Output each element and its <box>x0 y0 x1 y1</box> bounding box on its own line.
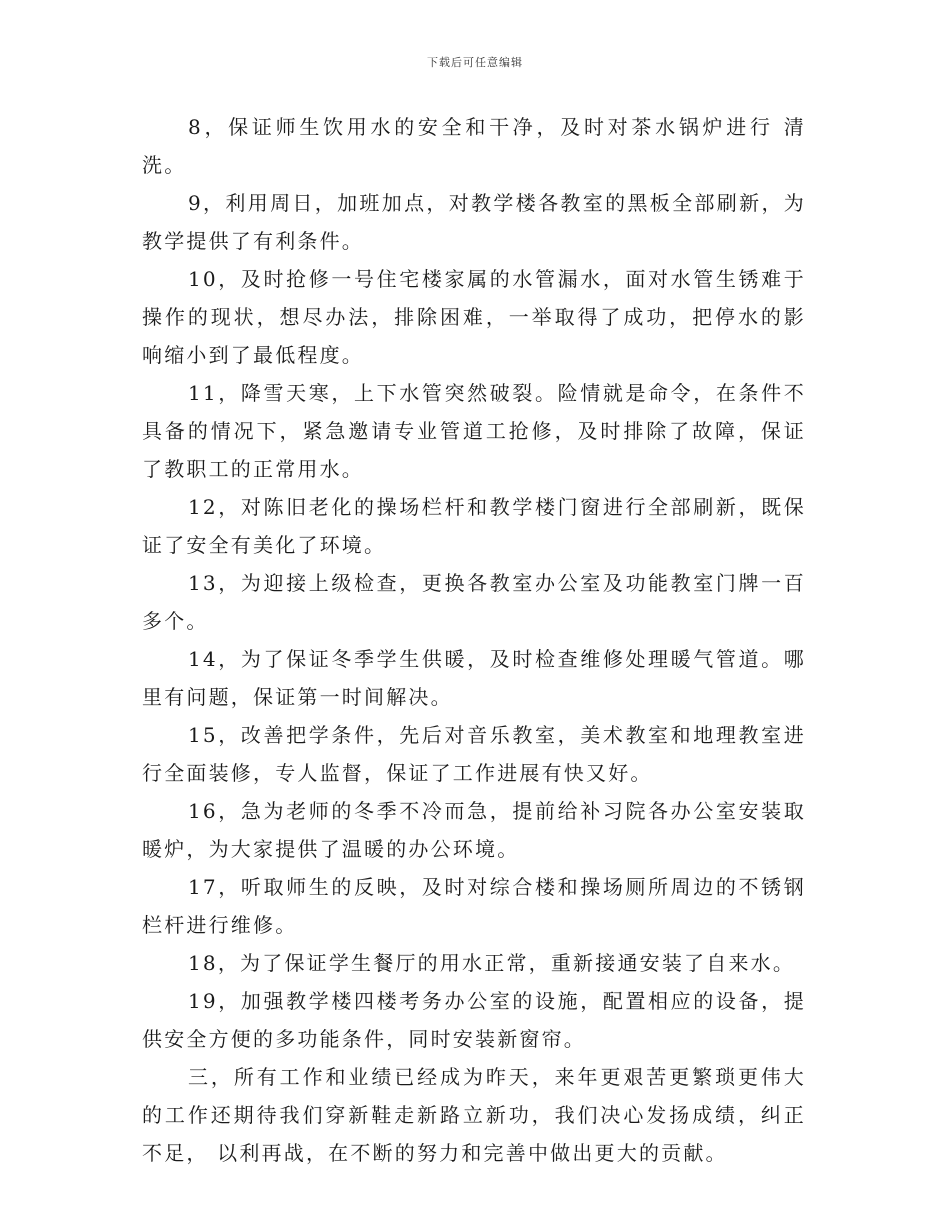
document-body <box>142 108 806 1172</box>
paragraph-item-13: 13，为迎接上级检查，更换各教室办公室及功能教室门牌一百多个。 <box>142 571 806 633</box>
page-header: 下载后可任意编辑 <box>427 56 523 69</box>
paragraph-item-18: 18，为了保证学生餐厅的用水正常，重新接通安装了自来水。 <box>188 951 796 975</box>
paragraph-item-9: 9，利用周日，加班加点，对教学楼各教室的黑板全部刷新，为教学提供了有利条件。 <box>142 191 806 253</box>
paragraph-item-15: 15，改善把学条件，先后对音乐教室，美术教室和地理教室进行全面装修，专人监督，保证了工作进展有快又好。 <box>142 723 806 785</box>
paragraph-item-19: 19，加强教学楼四楼考务办公室的设施，配置相应的设备，提供安全方便的多功能条件，同时安装新窗帘。 <box>142 989 806 1051</box>
paragraph-item-8: 8，保证师生饮用水的安全和干净，及时对茶水锅炉进行 清洗。 <box>142 115 806 177</box>
paragraph-item-17: 17，听取师生的反映，及时对综合楼和操场厕所周边的不锈钢栏杆进行维修。 <box>142 875 806 937</box>
paragraph-item-16: 16，急为老师的冬季不冷而急，提前给补习院各办公室安装取暖炉，为大家提供了温暖的办公环境。 <box>142 799 806 861</box>
paragraph-item-14: 14，为了保证冬季学生供暖，及时检查维修处理暖气管道。哪 里有问题，保证第一时间解决。 <box>142 647 806 709</box>
paragraph-item-12: 12，对陈旧老化的操场栏杆和教学楼门窗进行全部刷新，既保证了安全有美化了环境。 <box>142 495 806 557</box>
paragraph-item-11: 11，降雪天寒，上下水管突然破裂。险情就是命令，在条件不具备的情况下，紧急邀请专业管道工抢修，及时排除了故障，保证了教职工的正常用水。 <box>142 381 806 481</box>
paragraph-section-3: 三，所有工作和业绩已经成为昨天，来年更艰苦更繁琐更伟大的工作还期待我们穿新鞋走新路立新功，我们决心发扬成绩，纠正不足， 以利再战，在不断的努力和完善中做出更大的贡献。 <box>142 1065 806 1165</box>
paragraph-item-10: 10，及时抢修一号住宅楼家属的水管漏水，面对水管生锈难于操作的现状，想尽办法，排除困难，一举取得了成功，把停水的影响缩小到了最低程度。 <box>142 267 806 367</box>
